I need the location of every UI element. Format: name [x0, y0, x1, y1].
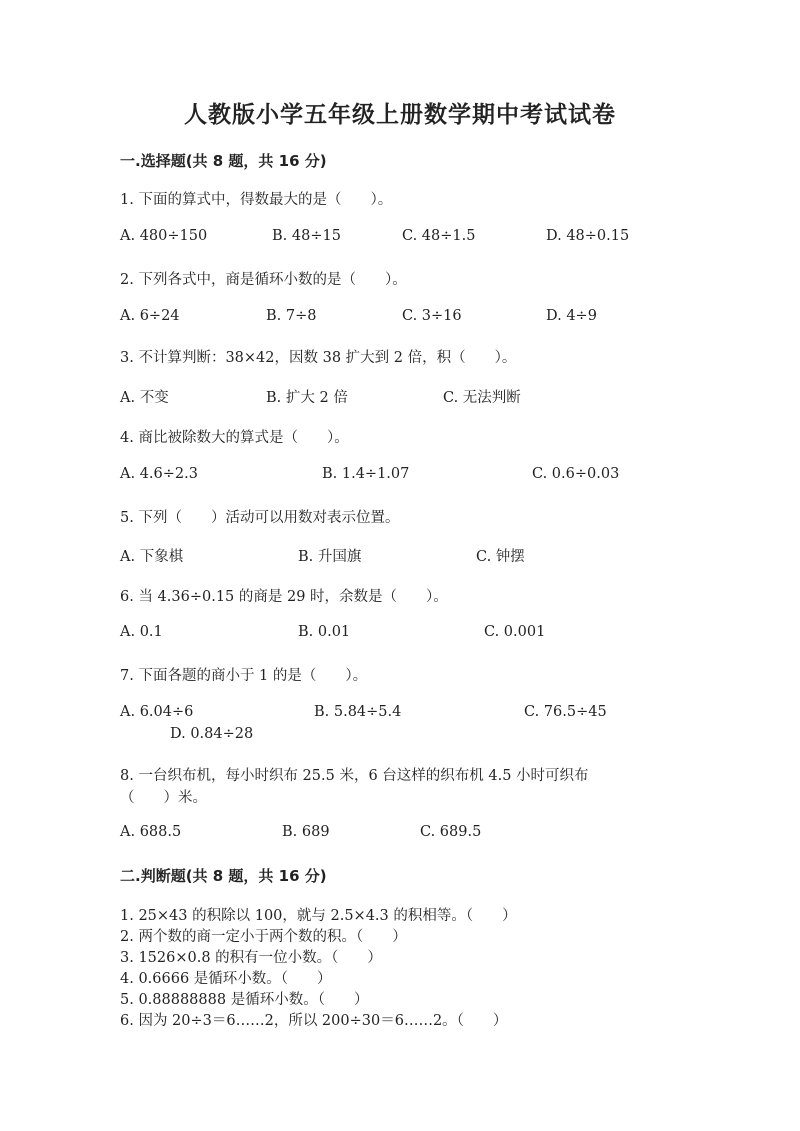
q2-option-b[interactable]: B. 7÷8	[266, 308, 317, 324]
question-6: 6. 当 4.36÷0.15 的商是 29 时，余数是（ ）。	[120, 589, 448, 605]
question-2: 2. 下列各式中，商是循环小数的是（ ）。	[120, 272, 407, 288]
q4-option-a[interactable]: A. 4.6÷2.3	[120, 466, 198, 482]
q1-option-a[interactable]: A. 480÷150	[120, 228, 208, 244]
q8-option-a[interactable]: A. 688.5	[120, 824, 182, 840]
q5-option-b[interactable]: B. 升国旗	[298, 549, 362, 565]
q1-option-d[interactable]: D. 48÷0.15	[546, 228, 630, 244]
question-1: 1. 下面的算式中，得数最大的是（ ）。	[120, 192, 393, 208]
q5-option-c[interactable]: C. 钟摆	[476, 549, 525, 565]
question-3: 3. 不计算判断：38×42，因数 38 扩大到 2 倍，积（ ）。	[120, 350, 517, 366]
q4-option-c[interactable]: C. 0.6÷0.03	[532, 466, 620, 482]
judgement-item-1: 1. 25×43 的积除以 100，就与 2.5×4.3 的积相等。（ ）	[120, 908, 517, 924]
question-5: 5. 下列（ ）活动可以用数对表示位置。	[120, 510, 400, 526]
question-8-continuation: （ ）米。	[120, 790, 207, 806]
q7-option-d[interactable]: D. 0.84÷28	[170, 726, 254, 742]
q2-option-a[interactable]: A. 6÷24	[120, 308, 180, 324]
q2-option-c[interactable]: C. 3÷16	[402, 308, 462, 324]
question-8: 8. 一台织布机，每小时织布 25.5 米，6 台这样的织布机 4.5 小时可织布	[120, 768, 589, 784]
q6-option-a[interactable]: A. 0.1	[120, 624, 163, 640]
q5-option-a[interactable]: A. 下象棋	[120, 549, 184, 565]
judgement-item-3: 3. 1526×0.8 的积有一位小数。（ ）	[120, 950, 382, 966]
q7-option-c[interactable]: C. 76.5÷45	[524, 704, 607, 720]
q1-option-b[interactable]: B. 48÷15	[272, 228, 341, 244]
judgement-item-6: 6. 因为 20÷3＝6……2，所以 200÷30＝6……2。（ ）	[120, 1013, 508, 1029]
section-heading-choice: 一.选择题(共 8 题，共 16 分)	[120, 152, 327, 170]
q2-option-d[interactable]: D. 4÷9	[546, 308, 597, 324]
q7-option-a[interactable]: A. 6.04÷6	[120, 704, 194, 720]
q3-option-c[interactable]: C. 无法判断	[443, 390, 521, 406]
q8-option-c[interactable]: C. 689.5	[420, 824, 482, 840]
section-heading-judgement: 二.判断题(共 8 题，共 16 分)	[120, 867, 327, 885]
q3-option-b[interactable]: B. 扩大 2 倍	[266, 390, 348, 406]
q6-option-b[interactable]: B. 0.01	[298, 624, 351, 640]
page-title: 人教版小学五年级上册数学期中考试试卷	[184, 101, 616, 128]
question-7: 7. 下面各题的商小于 1 的是（ ）。	[120, 668, 368, 684]
q1-option-c[interactable]: C. 48÷1.5	[402, 228, 476, 244]
question-4: 4. 商比被除数大的算式是（ ）。	[120, 430, 349, 446]
q3-option-a[interactable]: A. 不变	[120, 390, 169, 406]
q6-option-c[interactable]: C. 0.001	[484, 624, 546, 640]
q8-option-b[interactable]: B. 689	[282, 824, 330, 840]
q7-option-b[interactable]: B. 5.84÷5.4	[314, 704, 402, 720]
judgement-item-2: 2. 两个数的商一定小于两个数的积。（ ）	[120, 929, 407, 945]
judgement-item-4: 4. 0.6666 是循环小数。（ ）	[120, 971, 332, 987]
q4-option-b[interactable]: B. 1.4÷1.07	[322, 466, 410, 482]
judgement-item-5: 5. 0.88888888 是循环小数。（ ）	[120, 992, 369, 1008]
